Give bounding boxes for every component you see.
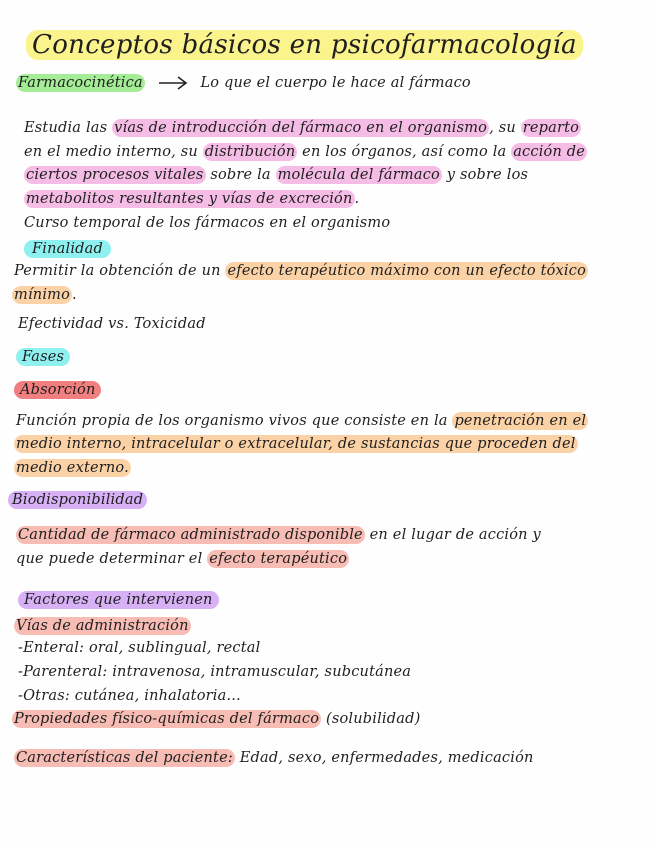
fases-label <box>16 349 70 365</box>
biodisponibilidad-label-text: Biodisponibilidad <box>8 491 147 509</box>
propiedades-highlight: Propiedades físico-químicas del fármaco <box>14 711 320 727</box>
biodisponibilidad-text: que puede determinar el <box>16 551 208 567</box>
intro-text: en el medio interno <box>24 144 172 160</box>
absorcion-line-3 <box>14 460 131 476</box>
arrow-right-icon <box>158 76 188 90</box>
biodisponibilidad-line-2 <box>16 551 349 567</box>
page-title <box>26 30 583 60</box>
factores-label <box>18 592 219 608</box>
paciente-note: Edad, sexo, enfermedades, medicación <box>234 750 534 766</box>
finalidad-highlight: efecto terapéutico máximo con un efecto tóxico <box>227 263 587 279</box>
intro-line-5: Curso temporal de los fármacos en el organismo <box>24 215 391 231</box>
intro-line-1 <box>24 120 581 136</box>
intro-highlight: reparto <box>522 120 580 136</box>
intro-text: en los órganos, así como la <box>297 144 512 160</box>
farmacocinetica-term: Farmacocinética <box>18 75 143 91</box>
biodisponibilidad-label <box>8 492 147 508</box>
intro-text: sobre la <box>205 167 276 183</box>
intro-line-2 <box>24 144 587 160</box>
finalidad-line-3: Efectividad vs. Toxicidad <box>18 316 206 332</box>
intro-highlight: vías de introducción del fármaco en el organismo <box>114 120 488 136</box>
intro-line-4 <box>24 191 359 207</box>
farmacocinetica-definition: Lo que el cuerpo le hace al fármaco <box>200 75 471 91</box>
intro-highlight: molécula del fármaco <box>277 167 440 183</box>
factores-label-text: Factores que intervienen <box>18 591 219 609</box>
absorcion-line-1 <box>16 413 588 429</box>
finalidad-line-2 <box>12 287 77 303</box>
finalidad-text: . <box>72 287 77 303</box>
farmacocinetica-line <box>16 75 471 91</box>
intro-text: , su <box>489 120 521 136</box>
paciente-line <box>14 750 534 766</box>
biodisponibilidad-highlight: Cantidad de fármaco administrado disponible <box>18 527 363 543</box>
absorcion-label <box>14 382 101 398</box>
intro-highlight: distribución <box>204 144 296 160</box>
biodisponibilidad-text: en el lugar de acción y <box>364 527 541 543</box>
intro-highlight: acción de <box>513 144 586 160</box>
vias-otras: -Otras: cutánea, inhalatoria... <box>18 688 241 704</box>
intro-text: , su <box>171 144 203 160</box>
finalidad-label-text: Finalidad <box>24 240 111 258</box>
biodisponibilidad-highlight: efecto terapéutico <box>209 551 348 567</box>
absorcion-label-text: Absorción <box>14 381 101 399</box>
intro-text: . <box>354 191 360 207</box>
biodisponibilidad-line-1 <box>16 527 541 543</box>
vias-label-text: Vías de administración <box>16 618 189 634</box>
vias-label <box>14 618 191 634</box>
finalidad-text: Permitir la obtención de un <box>14 263 226 279</box>
finalidad-line-1 <box>14 263 588 279</box>
intro-text: Estudia las <box>24 120 113 136</box>
finalidad-highlight: mínimo <box>14 287 71 303</box>
absorcion-highlight: medio interno, intracelular o extracelular, de sustancias que proceden del <box>16 436 576 452</box>
title-highlight: Conceptos básicos en psicofarmacología <box>26 30 583 60</box>
absorcion-line-2 <box>14 436 578 452</box>
propiedades-note: (solubilidad) <box>321 711 421 727</box>
intro-text: y sobre los <box>441 167 529 183</box>
intro-line-3 <box>24 167 528 183</box>
vias-enteral: -Enteral: oral, sublingual, rectal <box>18 640 261 656</box>
intro-highlight: metabolitos resultantes y vías de excreción <box>26 191 353 207</box>
intro-highlight: ciertos procesos vitales <box>26 167 204 183</box>
absorcion-text: Función propia de los organismo vivos que consiste en la <box>16 413 453 429</box>
fases-label-text: Fases <box>16 348 70 366</box>
finalidad-label <box>24 241 111 257</box>
absorcion-highlight: penetración en el <box>454 413 587 429</box>
propiedades-line <box>12 711 420 727</box>
vias-parenteral: -Parenteral: intravenosa, intramuscular, subcutánea <box>18 664 412 680</box>
paciente-highlight: Características del paciente: <box>16 750 233 766</box>
absorcion-highlight: medio externo. <box>16 460 129 476</box>
